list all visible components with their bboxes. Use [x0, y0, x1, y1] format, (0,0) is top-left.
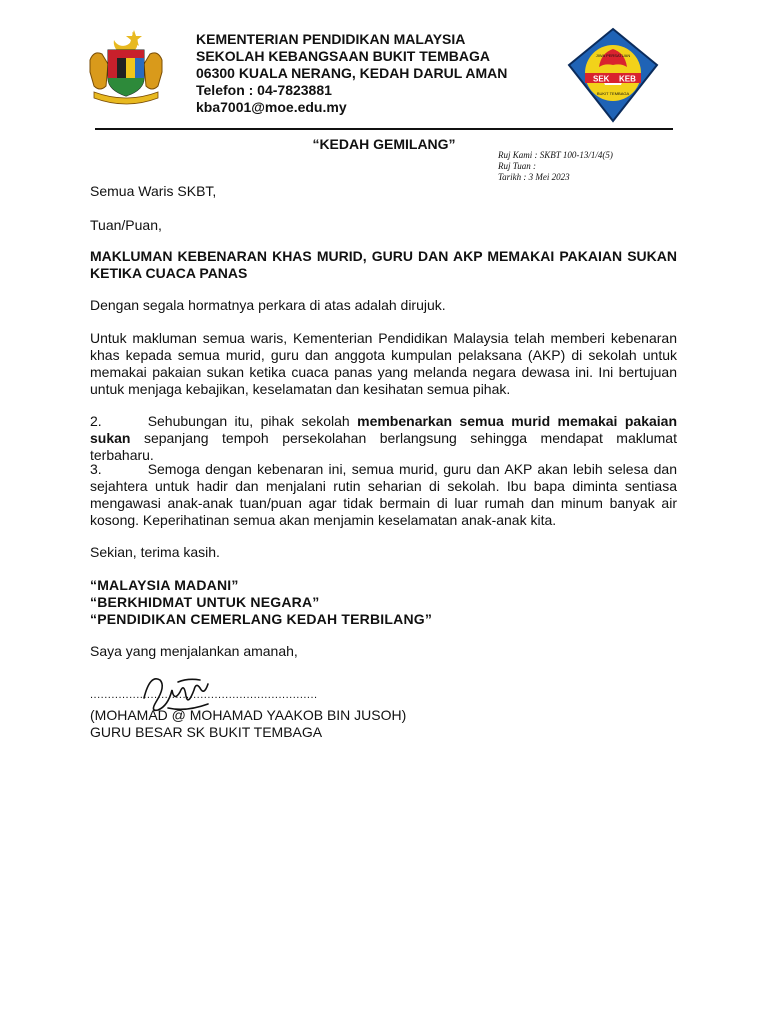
- paragraph-2-prefix: Sehubungan itu, pihak sekolah: [147, 413, 358, 429]
- signature-dotted-line: ................................................................: [90, 689, 318, 701]
- reference-block: [498, 150, 613, 183]
- signatory-title: GURU BESAR SK BUKIT TEMBAGA: [90, 724, 323, 740]
- motto-3: “PENDIDIKAN CEMERLANG KEDAH TERBILANG”: [90, 611, 433, 627]
- school-email: kba7001@moe.edu.my: [196, 99, 347, 115]
- paragraph-2: [90, 413, 677, 464]
- letter-subject: MAKLUMAN KEBENARAN KHAS MURID, GURU DAN AKP MEMAKAI PAKAIAN SUKAN KETIKA CUACA PANAS: [90, 248, 677, 281]
- motto-1: “MALAYSIA MADANI”: [90, 577, 239, 593]
- paragraph-3-number: 3.: [90, 461, 102, 477]
- reference-ruj-kami: Ruj Kami : SKBT 100-13/1/4(5): [498, 150, 613, 160]
- ministry-name: KEMENTERIAN PENDIDIKAN MALAYSIA: [196, 31, 466, 47]
- badge-bottom-text: BUKIT TEMBAGA: [596, 91, 630, 96]
- school-phone: Telefon : 04-7823881: [196, 82, 332, 98]
- greeting: Tuan/Puan,: [90, 217, 162, 233]
- coat-of-arms-logo: [84, 26, 168, 106]
- trust-line: Saya yang menjalankan amanah,: [90, 643, 298, 659]
- motto-2: “BERKHIDMAT UNTUK NEGARA”: [90, 594, 320, 610]
- badge-left-text: SEK: [593, 74, 610, 84]
- badge-top-text: JIWA PERSATUAN: [595, 53, 631, 58]
- signatory-name: (MOHAMAD @ MOHAMAD YAAKOB BIN JUSOH): [90, 707, 407, 723]
- paragraph-2-suffix: sepanjang tempoh persekolahan berlangsung sehingga mendapat maklumat terbaharu.: [90, 430, 677, 463]
- school-address: 06300 KUALA NERANG, KEDAH DARUL AMAN: [196, 65, 508, 81]
- paragraph-1: Untuk makluman semua waris, Kementerian Pendidikan Malaysia telah memberi kebenaran khas kepada semua murid, guru dan anggota kumpulan pelaksana (AKP) di sekolah untuk memakai pakaian sukan ketika cuaca panas yang melanda negara dewasa ini. Ini bertujuan untuk menjaga kebajikan, keselamatan dan kesihatan semua pihak.: [90, 330, 677, 397]
- opening-line: Dengan segala hormatnya perkara di atas adalah dirujuk.: [90, 297, 446, 313]
- state-slogan: “KEDAH GEMILANG”: [312, 136, 456, 152]
- reference-ruj-tuan: Ruj Tuan :: [498, 161, 537, 171]
- school-badge-logo: [565, 27, 661, 123]
- paragraph-3-text: Semoga dengan kebenaran ini, semua murid, guru dan AKP akan lebih selesa dan sejahtera untuk hadir dan menjalani rutin seharian di sekolah. Ibu bapa diminta sentiasa mengawasi anak-anak tuan/puan agar tidak bermain di luar rumah dan minum banyak air kosong. Keperihatinan semua akan menjamin keselamatan anak-anak kita.: [90, 461, 677, 528]
- mottos: [90, 577, 677, 628]
- closing-line: Sekian, terima kasih.: [90, 544, 220, 560]
- paragraph-3: [90, 461, 677, 529]
- paragraph-2-bold: membenarkan semua murid memakai pakaian sukan: [90, 413, 677, 446]
- reference-date: Tarikh : 3 Mei 2023: [498, 172, 570, 182]
- badge-right-text: KEB: [619, 74, 636, 84]
- salutation: Semua Waris SKBT,: [90, 183, 217, 199]
- school-name: SEKOLAH KEBANGSAAN BUKIT TEMBAGA: [196, 48, 490, 64]
- header-divider: [95, 128, 673, 130]
- paragraph-2-number: 2.: [90, 413, 102, 429]
